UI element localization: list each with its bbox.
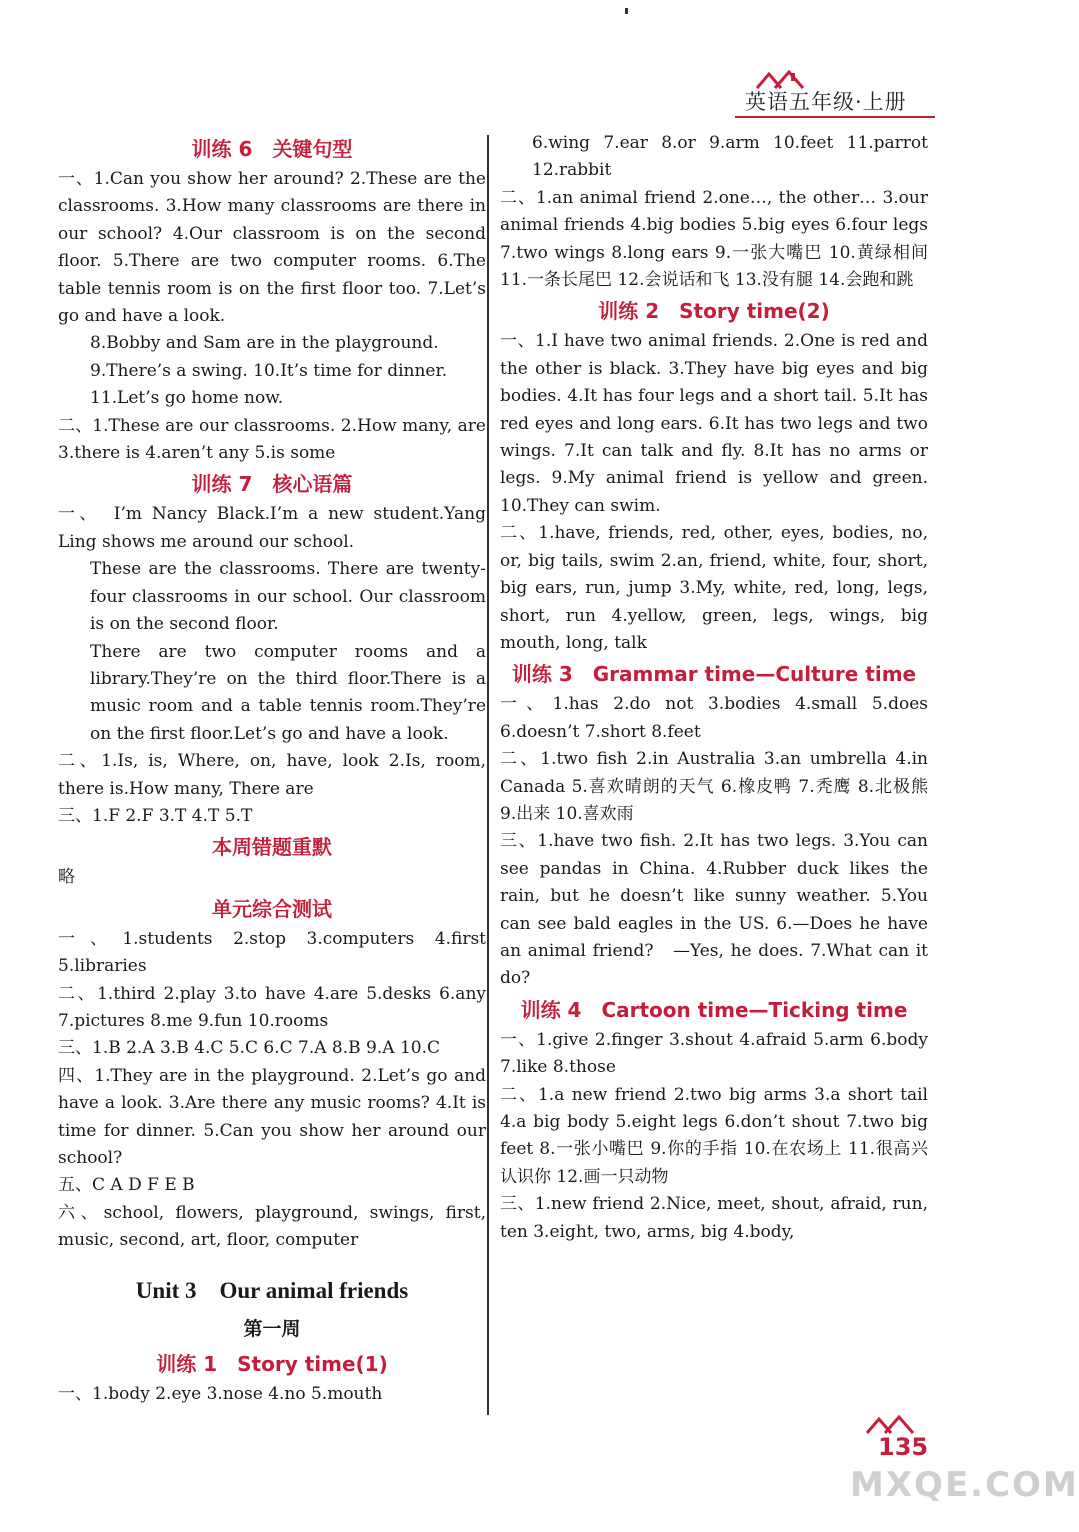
- answer-line: 11.Let’s go home now.: [90, 388, 284, 409]
- section-title: 训练 7 核心语篇: [191, 472, 353, 497]
- week-title: 第一周: [243, 1317, 301, 1340]
- answer-line: 二、1.Is, is, Where, on, have, look 2.Is, room, there is.How many, There are: [58, 751, 486, 799]
- section-title: 训练 4 Cartoon time—Ticking time: [520, 997, 908, 1022]
- page-number: 135: [878, 1433, 929, 1461]
- page-footer: [850, 1415, 1079, 1525]
- section-title: 训练 6 关键句型: [191, 137, 353, 161]
- header-rule: [735, 116, 935, 118]
- answer-line: 三、1.new friend 2.Nice, meet, shout, afraid, run, ten 3.eight, two, arms, big 4.body,: [500, 1194, 928, 1242]
- passage-paragraph: There are two computer rooms and a library.They’re on the third floor.There is a music room and a table tennis room.They’re on the first floor.Let’s go and have a look.: [90, 641, 486, 744]
- answer-line: 略: [58, 867, 75, 888]
- stray-mark: [625, 8, 628, 14]
- answer-line: 一、1.Can you show her around? 2.These are the classrooms. 3.How many classrooms are there in our school? 4.Our classroom is on the second floor. 5.There are two computer rooms. 6.The table tennis room is on the first floor too. 7.Let’s go and have a look.: [58, 169, 486, 327]
- answer-line: 三、1.F 2.F 3.T 4.T 5.T: [58, 805, 253, 826]
- answer-line: 四、1.They are in the playground. 2.Let’s go and have a look. 3.Are there any music rooms? 4.It is time for dinner. 5.Can you show her around our school?: [58, 1065, 486, 1168]
- answer-line: 一、1.students 2.stop 3.computers 4.first 5.libraries: [58, 928, 486, 977]
- section-title: 训练 3 Grammar time—Culture time: [511, 662, 917, 687]
- watermark: MXQE.COM: [850, 1465, 1079, 1505]
- left-column: [58, 132, 486, 1408]
- column-divider: [487, 135, 489, 1415]
- answer-line: 二、1.have, friends, red, other, eyes, bodies, no, or, big tails, swim 2.an, friend, white, four, short, big ears, run, jump 3.My, white, red, long, legs, short, run 4.yellow, green, legs, wings, big mouth, long, talk: [500, 523, 928, 653]
- answer-line: 8.Bobby and Sam are in the playground.: [90, 333, 439, 354]
- answer-line: 六、school, flowers, playground, swings, first, music, second, art, floor, computer: [58, 1202, 486, 1251]
- book-title: 英语五年级·上册: [745, 90, 907, 114]
- answer-line: 二、1.third 2.play 3.to have 4.are 5.desks 6.any 7.pictures 8.me 9.fun 10.rooms: [58, 983, 486, 1031]
- answer-line: 9.There’s a swing. 10.It’s time for dinner.: [90, 360, 448, 381]
- house-roof-icon: [865, 1415, 925, 1435]
- right-column: [500, 130, 928, 1246]
- answer-line: 一、1.body 2.eye 3.nose 4.no 5.mouth: [58, 1383, 383, 1404]
- answer-line: 6.wing 7.ear 8.or 9.arm 10.feet 11.parrot 12.rabbit: [532, 133, 928, 181]
- answer-line: 一、1.give 2.finger 3.shout 4.afraid 5.arm 6.body 7.like 8.those: [500, 1029, 928, 1078]
- section-title: 本周错题重默: [212, 835, 332, 860]
- section-title: 单元综合测试: [212, 896, 332, 921]
- section-title: 训练 1 Story time(1): [156, 1351, 388, 1376]
- section-title: 训练 2 Story time(2): [598, 299, 830, 324]
- page-header: [745, 70, 935, 120]
- answer-line: 三、1.B 2.A 3.B 4.C 5.C 6.C 7.A 8.B 9.A 10.C: [58, 1038, 440, 1059]
- answer-line: 一、1.I have two animal friends. 2.One is red and the other is black. 3.They have big eyes and big bodies. 4.It has four legs and a short tail. 5.It has red eyes and long ears. 6.It has two legs and two wings. 7.It can talk and fly. 8.It has no arms or legs. 9.My animal friend is yellow and green. 10.They can swim.: [500, 331, 928, 516]
- unit-title: Unit 3 Our animal friends: [135, 1277, 409, 1303]
- passage-paragraph: These are the classrooms. There are twenty-four classrooms in our school. Our classroom is on the second floor.: [90, 559, 486, 635]
- passage-paragraph: 一、 I’m Nancy Black.I’m a new student.Yang Ling shows me around our school.: [58, 504, 486, 552]
- answer-line: 五、C A D F E B: [58, 1175, 195, 1196]
- answer-line: 三、1.have two fish. 2.It has two legs. 3.You can see pandas in China. 4.Rubber duck likes the rain, but he doesn’t like sunny weather. 5.You can see bald eagles in the US. 6.—Does he have an animal friend? —Yes, he does. 7.What can it do?: [500, 831, 928, 989]
- answer-line: 二、1.a new friend 2.two big arms 3.a short tail 4.a big body 5.eight legs 6.don’t shout 7.two big feet 8.一张小嘴巴 9.你的手指 10.在农场上 11.很高兴认识你 12.画一只动物: [500, 1084, 928, 1187]
- answer-line: 二、1.an animal friend 2.one…, the other… 3.our animal friends 4.big bodies 5.big eyes 6.four legs 7.two wings 8.long ears 9.一张大嘴巴 10.黄绿相间 11.一条长尾巴 12.会说话和飞 13.没有腿 14.会跑和跳: [500, 187, 928, 291]
- answer-line: 二、1.These are our classrooms. 2.How many, are 3.there is 4.aren’t any 5.is some: [58, 415, 486, 464]
- answer-line: 二、1.two fish 2.in Australia 3.an umbrella 4.in Canada 5.喜欢晴朗的天气 6.橡皮鸭 7.秃鹰 8.北极熊 9.出来 10.喜欢雨: [500, 749, 928, 824]
- answer-line: 一、1.has 2.do not 3.bodies 4.small 5.does 6.doesn’t 7.short 8.feet: [500, 694, 928, 742]
